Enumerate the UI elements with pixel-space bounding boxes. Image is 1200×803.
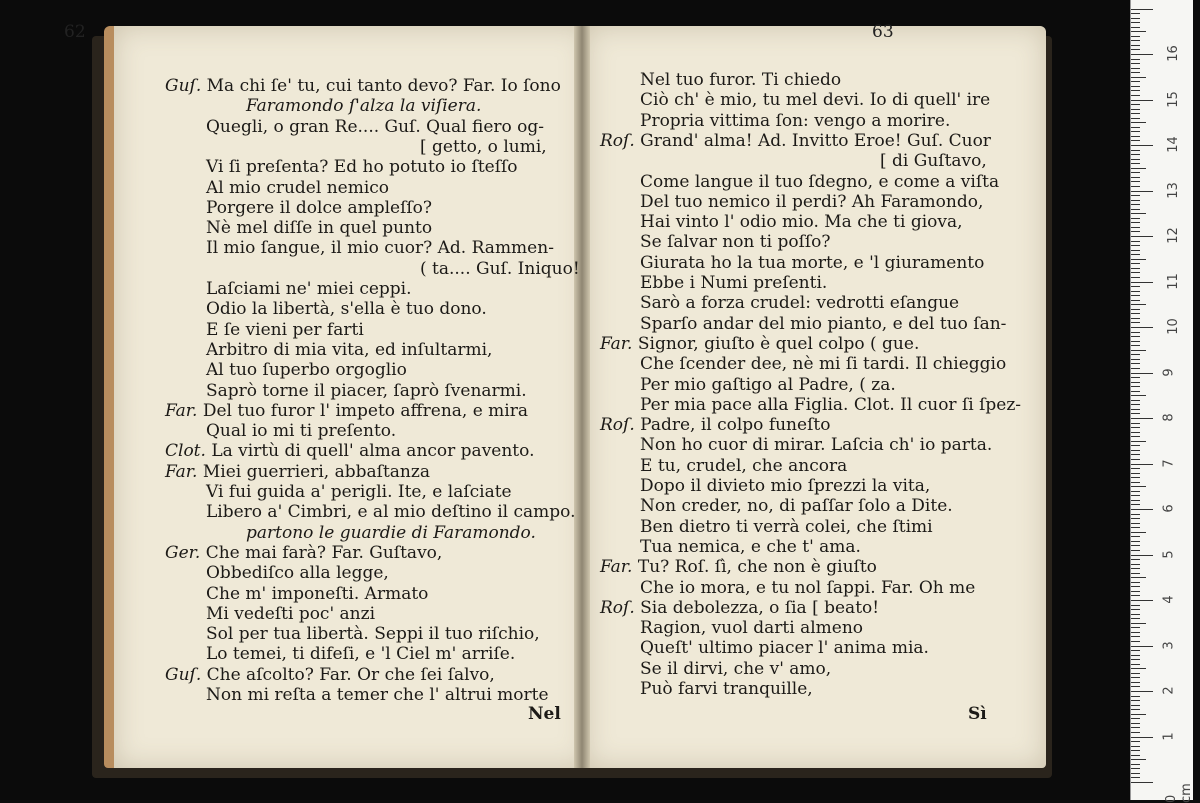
ruler-tick bbox=[1131, 600, 1153, 601]
left-page-line: Che m' imponeſti. Armato bbox=[206, 583, 429, 604]
left-page-line: Saprò torne il piacer, ſaprò ſvenarmi. bbox=[206, 380, 527, 401]
ruler-tick bbox=[1131, 768, 1140, 769]
left-page-line: Arbitro di mia vita, ed inſultarmi, bbox=[206, 339, 493, 360]
ruler-label: 3 bbox=[1161, 640, 1177, 650]
speaker-label: Far. bbox=[165, 400, 198, 421]
ruler-tick bbox=[1131, 673, 1140, 674]
ruler-tick bbox=[1131, 686, 1140, 687]
ruler-tick bbox=[1131, 263, 1140, 264]
ruler-tick bbox=[1131, 482, 1140, 483]
right-page-line: Che ſcender dee, nè mi ſi tardi. Il chieggio bbox=[640, 354, 1007, 375]
ruler-tick bbox=[1131, 113, 1140, 114]
ruler-tick bbox=[1131, 532, 1146, 533]
ruler-tick bbox=[1131, 77, 1146, 78]
ruler-tick bbox=[1131, 423, 1140, 424]
right-page-line: Propria vittima ſon: vengo a morire. bbox=[640, 110, 951, 131]
ruler-tick bbox=[1131, 122, 1146, 123]
ruler-tick bbox=[1131, 500, 1140, 501]
ruler-tick bbox=[1131, 659, 1140, 660]
ruler-tick bbox=[1131, 272, 1140, 273]
ruler-tick bbox=[1131, 90, 1140, 91]
ruler-tick bbox=[1131, 359, 1140, 360]
ruler-tick bbox=[1131, 213, 1146, 214]
right-page-line: Tua nemica, e che t' ama. bbox=[640, 536, 861, 557]
speaker-label: Guſ. bbox=[165, 76, 202, 96]
ruler-tick bbox=[1131, 618, 1140, 619]
ruler-label: 12 bbox=[1165, 227, 1181, 244]
right-page-line: Ragion, vuol darti almeno bbox=[640, 618, 864, 639]
ruler-label: 7 bbox=[1161, 458, 1177, 468]
ruler-tick bbox=[1131, 163, 1140, 164]
ruler-tick bbox=[1131, 627, 1140, 628]
right-page-line: Non creder, no, di paſſar ſolo a Dite. bbox=[640, 496, 953, 517]
ruler-tick bbox=[1131, 691, 1153, 692]
right-page-line: Ebbe i Numi preſenti. bbox=[640, 273, 828, 293]
ruler-tick bbox=[1131, 227, 1140, 228]
ruler-tick bbox=[1131, 650, 1140, 651]
ruler-label: 8 bbox=[1161, 413, 1177, 422]
left-page-line: Obbediſco alla legge, bbox=[206, 563, 389, 584]
speaker-label: Roſ. bbox=[600, 130, 635, 151]
ruler-tick bbox=[1131, 450, 1140, 451]
verse-text: Grand' alma! Ad. Invitto Eroe! Guſ. Cuor bbox=[634, 130, 991, 151]
left-catchword: Nel bbox=[528, 704, 561, 724]
ruler-tick bbox=[1131, 332, 1140, 333]
ruler-tick bbox=[1131, 291, 1140, 292]
ruler-tick bbox=[1131, 27, 1140, 28]
ruler-tick bbox=[1131, 277, 1140, 278]
ruler-tick bbox=[1131, 104, 1140, 105]
ruler-tick bbox=[1131, 368, 1140, 369]
ruler-tick bbox=[1131, 49, 1140, 50]
verse-text: Padre, il colpo funeſto bbox=[634, 415, 831, 436]
ruler-tick bbox=[1131, 286, 1140, 287]
ruler-tick bbox=[1131, 677, 1140, 678]
ruler-tick bbox=[1131, 250, 1140, 251]
ruler-tick bbox=[1131, 591, 1140, 592]
verse-text: Del tuo furor l' impeto affrena, e mira bbox=[197, 400, 528, 421]
ruler-tick bbox=[1131, 172, 1140, 173]
ruler-tick bbox=[1131, 636, 1140, 637]
verse-text: Signor, giuſto è quel colpo ( gue. bbox=[632, 333, 920, 354]
ruler-tick bbox=[1131, 486, 1146, 487]
right-page-line: Giurata ho la tua morte, e 'l giuramento bbox=[640, 252, 985, 273]
ruler-tick bbox=[1131, 509, 1153, 510]
ruler-label: 10 bbox=[1165, 318, 1181, 335]
ruler-tick bbox=[1131, 759, 1146, 760]
ruler-tick bbox=[1131, 72, 1140, 73]
right-page-line: Per mia pace alla Figlia. Clot. Il cuor ſi ſpez- bbox=[640, 394, 1022, 415]
ruler-tick bbox=[1131, 473, 1140, 474]
ruler-tick bbox=[1131, 614, 1140, 615]
ruler-tick bbox=[1131, 727, 1140, 728]
ruler-label: 0 cm bbox=[1164, 783, 1194, 803]
left-page-line: Libero a' Cimbri, e al mio deſtino il campo. bbox=[206, 502, 576, 523]
ruler-tick bbox=[1131, 723, 1140, 724]
left-page-line: Vi ſi preſenta? Ed ho potuto io ſteſſo bbox=[206, 157, 518, 178]
ruler-tick bbox=[1131, 445, 1140, 446]
ruler-tick bbox=[1131, 709, 1140, 710]
left-page-line: Porgere il dolce ampleſſo? bbox=[206, 197, 433, 218]
ruler-tick bbox=[1131, 36, 1140, 37]
speaker-label: Guſ. bbox=[165, 664, 202, 685]
right-page-line: Del tuo nemico il perdi? Ah Faramondo, bbox=[640, 191, 984, 212]
ruler-tick bbox=[1131, 573, 1140, 574]
ruler-tick bbox=[1131, 459, 1140, 460]
ruler-label: 16 bbox=[1165, 45, 1181, 62]
left-page-line bbox=[165, 462, 430, 482]
ruler-label: 5 bbox=[1161, 549, 1177, 559]
speaker-label: Far. bbox=[600, 557, 633, 578]
ruler-tick bbox=[1131, 31, 1146, 32]
left-page-line bbox=[165, 76, 561, 96]
right-page-line: Per mio gaſtigo al Padre, ( za. bbox=[640, 374, 896, 395]
ruler-tick bbox=[1131, 586, 1140, 587]
ruler-tick bbox=[1131, 527, 1140, 528]
ruler-tick bbox=[1131, 491, 1140, 492]
ruler-tick bbox=[1131, 568, 1140, 569]
ruler-tick bbox=[1131, 40, 1140, 41]
ruler-tick bbox=[1131, 186, 1140, 187]
ruler-tick bbox=[1131, 245, 1140, 246]
right-page-line: Queſt' ultimo piacer l' anima mia. bbox=[640, 638, 929, 659]
ruler-tick bbox=[1131, 309, 1140, 310]
ruler-tick bbox=[1131, 718, 1140, 719]
right-page-line: Ben dietro ti verrà colei, che ſtimi bbox=[640, 516, 933, 537]
left-page-number: 62 bbox=[64, 22, 86, 42]
ruler-tick bbox=[1131, 764, 1140, 765]
ruler-tick bbox=[1131, 559, 1140, 560]
ruler-tick bbox=[1131, 254, 1140, 255]
speaker-label: Far. bbox=[165, 461, 198, 482]
ruler-label: 4 bbox=[1161, 595, 1177, 604]
ruler-tick bbox=[1131, 395, 1146, 396]
ruler-tick bbox=[1131, 322, 1140, 323]
ruler-tick bbox=[1131, 168, 1146, 169]
ruler-tick bbox=[1131, 22, 1140, 23]
right-page-line: Non ho cuor di mirar. Laſcia ch' io parta. bbox=[640, 435, 993, 456]
ruler-tick bbox=[1131, 373, 1153, 374]
ruler-tick bbox=[1131, 109, 1140, 110]
ruler-tick bbox=[1131, 664, 1140, 665]
ruler-tick bbox=[1131, 623, 1146, 624]
ruler-tick bbox=[1131, 81, 1140, 82]
right-page-line: Se ſalvar non ti poſſo? bbox=[640, 232, 831, 253]
right-page-line: Hai vinto l' odio mio. Ma che ti giova, bbox=[640, 212, 963, 233]
ruler-tick bbox=[1131, 336, 1140, 337]
ruler-tick bbox=[1131, 564, 1140, 565]
ruler-tick bbox=[1131, 427, 1140, 428]
ruler-tick bbox=[1131, 145, 1153, 146]
ruler-tick bbox=[1131, 413, 1140, 414]
ruler-tick bbox=[1131, 655, 1140, 656]
ruler-tick bbox=[1131, 750, 1140, 751]
ruler-tick bbox=[1131, 668, 1146, 669]
right-page-line: Nel tuo furor. Ti chiedo bbox=[640, 70, 842, 90]
ruler-tick bbox=[1131, 304, 1146, 305]
verse-text: Tu? Roſ. ſì, che non è giuſto bbox=[632, 557, 877, 578]
ruler-label: 1 bbox=[1161, 731, 1177, 741]
ruler-tick bbox=[1131, 13, 1140, 14]
ruler-tick bbox=[1131, 409, 1140, 410]
ruler-tick bbox=[1131, 222, 1140, 223]
ruler-tick bbox=[1131, 295, 1140, 296]
ruler-tick bbox=[1131, 555, 1153, 556]
ruler-tick bbox=[1131, 514, 1140, 515]
ruler-tick bbox=[1131, 45, 1140, 46]
left-page-line: Sol per tua libertà. Seppi il tuo riſchio, bbox=[206, 624, 540, 645]
left-page-line: Faramondo ſ'alza la viſiera. bbox=[246, 96, 482, 117]
ruler-tick bbox=[1131, 545, 1140, 546]
ruler-tick bbox=[1131, 377, 1140, 378]
ruler-label: 14 bbox=[1165, 136, 1181, 153]
ruler-tick bbox=[1131, 327, 1153, 328]
left-page-line: Lo temei, ti difeſi, e 'l Ciel m' arriſe. bbox=[206, 644, 516, 665]
ruler-tick bbox=[1131, 609, 1140, 610]
left-page-line bbox=[165, 665, 495, 685]
ruler-tick bbox=[1131, 464, 1153, 465]
ruler-tick bbox=[1131, 646, 1153, 647]
left-page-line: Nè mel diſſe in quel punto bbox=[206, 218, 433, 239]
ruler-label: 15 bbox=[1165, 90, 1181, 108]
ruler-tick bbox=[1131, 523, 1140, 524]
ruler-tick bbox=[1131, 118, 1140, 119]
ruler-label: 11 bbox=[1165, 272, 1181, 290]
left-page-line bbox=[165, 441, 534, 461]
left-page-line: Al tuo ſuperbo orgoglio bbox=[206, 360, 407, 381]
ruler-tick bbox=[1131, 191, 1153, 192]
ruler-tick bbox=[1131, 54, 1153, 55]
ruler-label: 9 bbox=[1161, 367, 1177, 377]
ruler-tick bbox=[1131, 300, 1140, 301]
ruler-tick bbox=[1131, 159, 1140, 160]
ruler-tick bbox=[1131, 140, 1140, 141]
ruler-tick bbox=[1131, 782, 1153, 783]
ruler-tick bbox=[1131, 363, 1140, 364]
right-page-line bbox=[600, 557, 877, 577]
speaker-label: Roſ. bbox=[600, 597, 635, 618]
left-page-line: Vi fui guida a' perigli. Ite, e laſciate bbox=[206, 482, 512, 502]
ruler-tick bbox=[1131, 150, 1140, 151]
ruler-tick bbox=[1131, 136, 1140, 137]
ruler-tick bbox=[1131, 63, 1140, 64]
ruler-tick bbox=[1131, 714, 1146, 715]
ruler-tick bbox=[1131, 313, 1140, 314]
right-page-line: Sparſo andar del mio pianto, e del tuo ſan- bbox=[640, 313, 1007, 334]
ruler-tick bbox=[1131, 231, 1140, 232]
verse-text: Che aſcolto? Far. Or che ſei ſalvo, bbox=[201, 664, 495, 685]
left-page-line: E ſe vieni per farti bbox=[206, 319, 364, 340]
book-gutter bbox=[574, 26, 590, 768]
ruler-tick bbox=[1131, 204, 1140, 205]
right-page-line: Se il dirvi, che v' amo, bbox=[640, 658, 832, 679]
left-page-line: ( ta.... Guſ. Iniquo! bbox=[420, 258, 580, 279]
ruler-tick bbox=[1131, 454, 1140, 455]
ruler-tick bbox=[1131, 400, 1140, 401]
ruler-label: 2 bbox=[1161, 686, 1177, 695]
left-page-line: Il mio ſangue, il mio cuor? Ad. Rammen- bbox=[206, 238, 554, 259]
ruler-tick bbox=[1131, 382, 1140, 383]
left-page-line: Odio la libertà, s'ella è tuo dono. bbox=[206, 299, 487, 320]
left-page-line: Al mio crudel nemico bbox=[206, 177, 390, 198]
left-page-line bbox=[165, 401, 528, 421]
ruler-tick bbox=[1131, 181, 1140, 182]
ruler-tick bbox=[1131, 86, 1140, 87]
ruler-tick bbox=[1131, 495, 1140, 496]
ruler-tick bbox=[1131, 436, 1140, 437]
ruler-tick bbox=[1131, 632, 1140, 633]
right-catchword: Sì bbox=[968, 704, 987, 724]
left-page-line: Non mi reſta a temer che l' altrui morte bbox=[206, 685, 549, 705]
ruler-tick bbox=[1131, 755, 1140, 756]
ruler-tick bbox=[1131, 95, 1140, 96]
ruler-tick bbox=[1131, 195, 1140, 196]
left-page-line: Quegli, o gran Re.... Guſ. Qual fiero og- bbox=[206, 116, 545, 137]
ruler-tick bbox=[1131, 550, 1140, 551]
ruler-tick bbox=[1131, 200, 1140, 201]
right-page-number: 63 bbox=[872, 22, 894, 42]
ruler-tick bbox=[1131, 236, 1153, 237]
right-page-line: Dopo il divieto mio ſprezzi la vita, bbox=[640, 476, 931, 496]
ruler-tick bbox=[1131, 696, 1140, 697]
ruler-tick bbox=[1131, 504, 1140, 505]
ruler-tick bbox=[1131, 318, 1140, 319]
speaker-label: Clot. bbox=[165, 441, 206, 462]
measurement-ruler bbox=[1130, 0, 1194, 803]
ruler-tick bbox=[1131, 641, 1140, 642]
right-page-line: [ di Guſtavo, bbox=[880, 151, 987, 172]
ruler-label: 13 bbox=[1165, 181, 1181, 199]
right-page-line: Come langue il tuo ſdegno, e come a viſta bbox=[640, 171, 1000, 192]
ruler-tick bbox=[1131, 386, 1140, 387]
ruler-tick bbox=[1131, 468, 1140, 469]
verse-text: Sia debolezza, o ſia [ beato! bbox=[634, 597, 880, 618]
ruler-tick bbox=[1131, 127, 1140, 128]
left-page-line: [ getto, o lumi, bbox=[420, 136, 547, 157]
ruler-tick bbox=[1131, 741, 1140, 742]
right-page-line: Che io mora, e tu nol ſappi. Far. Oh me bbox=[640, 577, 976, 598]
ruler-tick bbox=[1131, 391, 1140, 392]
ruler-tick bbox=[1131, 259, 1146, 260]
ruler-tick bbox=[1131, 700, 1140, 701]
ruler-tick bbox=[1131, 282, 1153, 283]
ruler-tick bbox=[1131, 441, 1146, 442]
right-page-line: Può farvi tranquille, bbox=[640, 679, 813, 699]
left-page-line bbox=[165, 543, 442, 563]
ruler-tick bbox=[1131, 350, 1146, 351]
ruler-tick bbox=[1131, 354, 1140, 355]
verse-text: Che mai farà? Far. Guſtavo, bbox=[200, 542, 443, 563]
ruler-tick bbox=[1131, 536, 1140, 537]
left-page-line: partono le guardie di Faramondo. bbox=[246, 522, 536, 543]
ruler-tick bbox=[1131, 682, 1140, 683]
ruler-tick bbox=[1131, 100, 1153, 101]
ruler-tick bbox=[1131, 732, 1140, 733]
ruler-tick bbox=[1131, 595, 1140, 596]
ruler-tick bbox=[1131, 518, 1140, 519]
ruler-tick bbox=[1131, 59, 1140, 60]
ruler-tick bbox=[1131, 605, 1140, 606]
left-page-line: Laſciami ne' miei ceppi. bbox=[206, 279, 412, 299]
verse-text: Ma chi ſe' tu, cui tanto devo? Far. Io ſono bbox=[201, 76, 561, 96]
right-page-line: E tu, crudel, che ancora bbox=[640, 455, 848, 476]
ruler-tick bbox=[1131, 209, 1140, 210]
ruler-tick bbox=[1131, 577, 1146, 578]
ruler-tick bbox=[1131, 773, 1140, 774]
ruler-tick bbox=[1131, 404, 1140, 405]
ruler-tick bbox=[1131, 777, 1140, 778]
speaker-label: Roſ. bbox=[600, 415, 635, 436]
ruler-tick bbox=[1131, 432, 1140, 433]
ruler-tick bbox=[1131, 541, 1140, 542]
ruler-tick bbox=[1131, 268, 1140, 269]
ruler-tick bbox=[1131, 582, 1140, 583]
ruler-tick bbox=[1131, 18, 1140, 19]
right-page-line: Ciò ch' è mio, tu mel devi. Io di quell' ire bbox=[640, 90, 991, 111]
left-page-line: Qual io mi ti preſento. bbox=[206, 421, 397, 442]
ruler-label: 6 bbox=[1161, 504, 1177, 513]
right-page-line bbox=[600, 131, 991, 151]
left-page-line: Mi vedeſti poc' anzi bbox=[206, 603, 376, 624]
verse-text: La virtù di quell' alma ancor pavento. bbox=[205, 441, 535, 462]
right-page-line bbox=[600, 598, 879, 618]
speaker-label: Far. bbox=[600, 333, 633, 354]
ruler-tick bbox=[1131, 345, 1140, 346]
right-page-line bbox=[600, 415, 830, 435]
ruler-tick bbox=[1131, 746, 1140, 747]
verse-text: Miei guerrieri, abbaſtanza bbox=[197, 461, 430, 482]
ruler-tick bbox=[1131, 154, 1140, 155]
ruler-tick bbox=[1131, 737, 1153, 738]
ruler-tick bbox=[1131, 477, 1140, 478]
ruler-tick bbox=[1131, 341, 1140, 342]
ruler-tick bbox=[1131, 218, 1140, 219]
ruler-tick bbox=[1131, 705, 1140, 706]
ruler-tick bbox=[1131, 131, 1140, 132]
right-page-line bbox=[600, 334, 919, 354]
right-page-line: Sarò a forza crudel: vedrotti eſangue bbox=[640, 293, 960, 314]
ruler-tick bbox=[1131, 241, 1140, 242]
ruler-tick bbox=[1131, 418, 1153, 419]
ruler-tick bbox=[1131, 177, 1140, 178]
ruler-tick bbox=[1131, 68, 1140, 69]
ruler-tick bbox=[1131, 9, 1153, 10]
speaker-label: Ger. bbox=[165, 542, 201, 563]
